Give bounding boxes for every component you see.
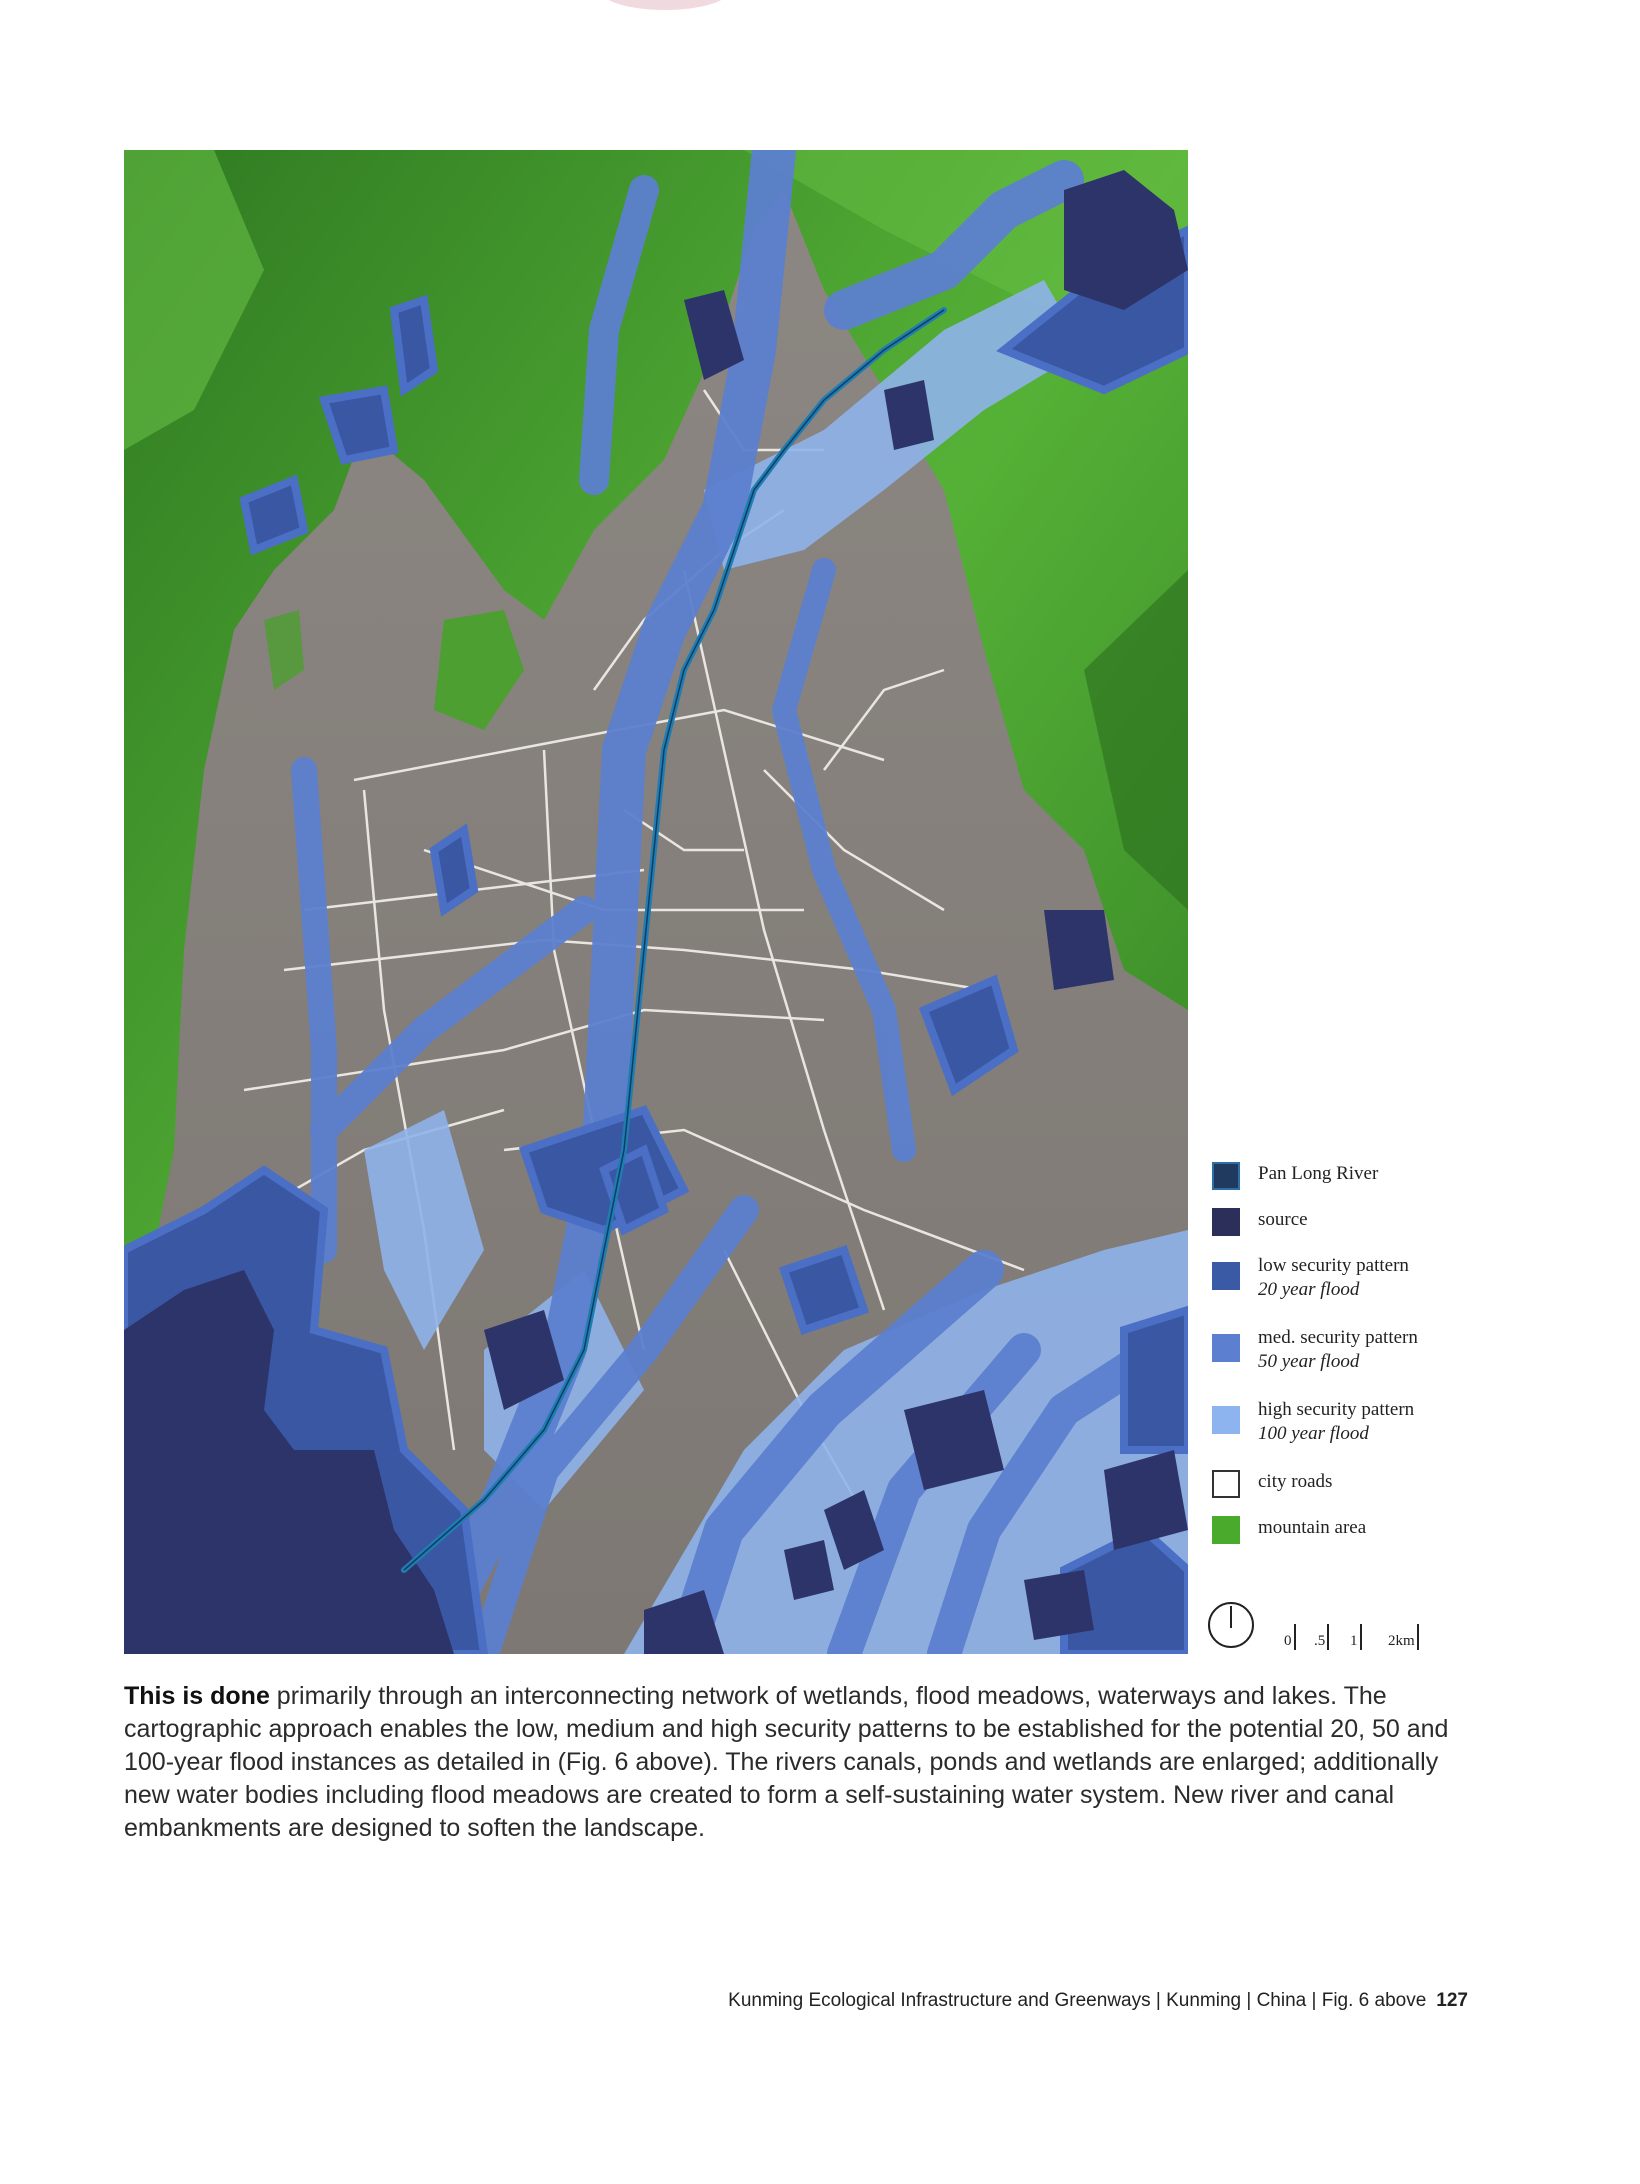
scale-tick: [1314, 1624, 1329, 1650]
scale-tick: [1350, 1624, 1362, 1650]
legend-label: city roads: [1258, 1471, 1333, 1492]
legend-item-high-security: [1212, 1398, 1414, 1446]
river-swatch: [1212, 1162, 1240, 1190]
map-canvas: [124, 150, 1188, 1654]
footer-text: Kunming Ecological Infrastructure and Greenways | Kunming | China | Fig. 6 above: [728, 1990, 1427, 2011]
scale-label: 0: [1284, 1633, 1292, 1649]
legend-label: source: [1258, 1209, 1308, 1230]
page-number: 127: [1436, 1990, 1468, 2011]
page-smudge: [600, 0, 730, 10]
legend-label: low security pattern: [1258, 1255, 1409, 1276]
legend-label: mountain area: [1258, 1517, 1367, 1538]
legend-item-med-security: [1212, 1326, 1418, 1374]
legend-item-city-roads: [1212, 1470, 1332, 1498]
mountain-area-swatch: [1212, 1516, 1240, 1544]
legend-label: med. security pattern: [1258, 1327, 1418, 1348]
low-security-swatch: [1212, 1262, 1240, 1290]
scale-bar: [1284, 1616, 1444, 1650]
caption-lead: This is done: [124, 1682, 270, 1710]
north-arrow-icon: [1208, 1602, 1254, 1648]
scale-label: .5: [1314, 1633, 1326, 1649]
source-swatch: [1212, 1208, 1240, 1236]
legend-label: Pan Long River: [1258, 1163, 1379, 1184]
legend-sublabel: 100 year flood: [1258, 1423, 1369, 1444]
legend-label: high security pattern: [1258, 1399, 1415, 1420]
flood-security-map[interactable]: [124, 150, 1188, 1654]
page-footer: [630, 1990, 1468, 2012]
legend-sublabel: 20 year flood: [1258, 1279, 1360, 1300]
city-roads-swatch: [1212, 1470, 1240, 1498]
body-paragraph: [124, 1680, 1468, 1845]
scale-tick: [1284, 1624, 1296, 1650]
scale-label: 2km: [1388, 1633, 1415, 1649]
legend-sublabel: 50 year flood: [1258, 1351, 1360, 1372]
med-security-swatch: [1212, 1334, 1240, 1362]
scale-label: 1: [1350, 1633, 1358, 1649]
legend-item-river: [1212, 1162, 1378, 1190]
caption-body: primarily through an interconnecting network of wetlands, flood meadows, waterways and lakes. The cartographic approach enables the low, medium and high security patterns to be established for the potential 20, 50 and 100-year flood instances as detailed in (Fig. 6 above). The rivers canals, ponds and wetlands are enlarged; additionally new water bodies including flood meadows are created to form a self-sustaining water system. New river and canal embankments are designed to soften the landscape.: [124, 1682, 1449, 1842]
legend-item-low-security: [1212, 1254, 1409, 1302]
scale-tick: [1388, 1624, 1419, 1650]
legend-item-mountain: [1212, 1516, 1366, 1544]
high-security-swatch: [1212, 1406, 1240, 1434]
legend-item-source: [1212, 1208, 1308, 1236]
